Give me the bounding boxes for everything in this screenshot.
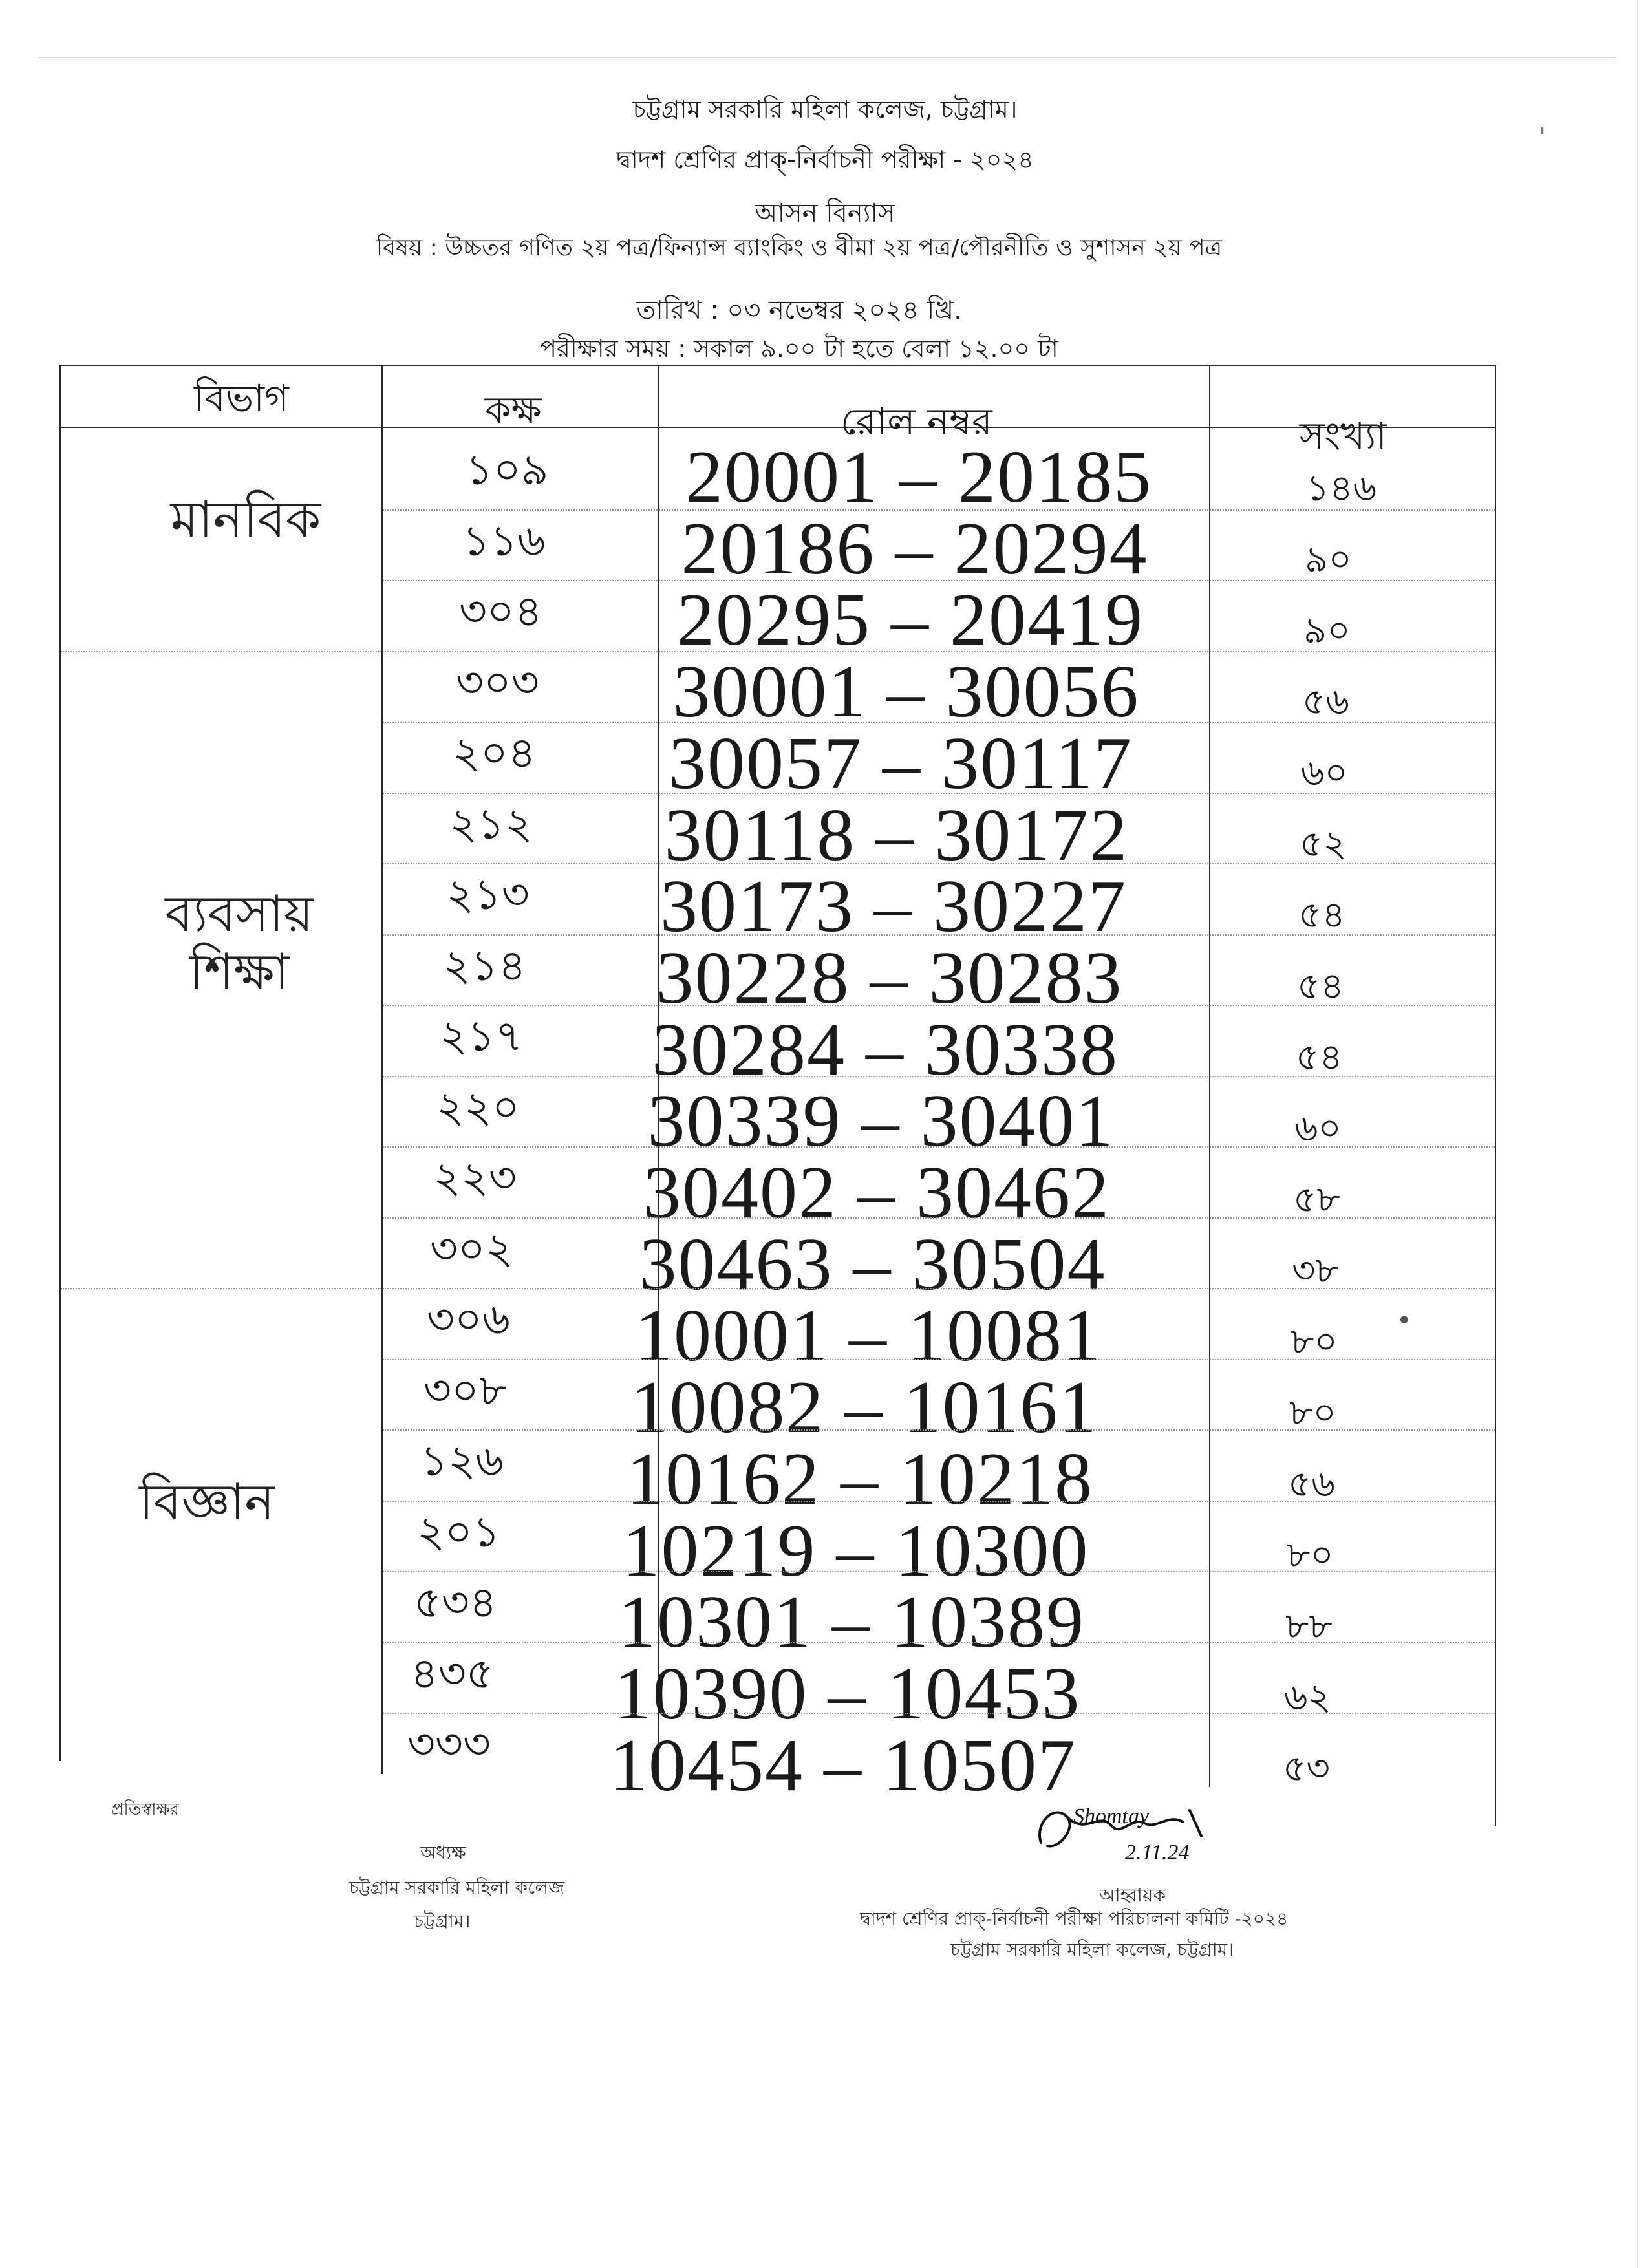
- student-count: ৯০: [1303, 609, 1351, 652]
- student-count: ৫২: [1300, 822, 1347, 865]
- row-separator: [383, 1429, 1495, 1431]
- student-count: ৫৩: [1283, 1747, 1330, 1790]
- roll-range: 30228 – 30283: [656, 936, 1123, 1020]
- room-number: ৩০৩: [456, 657, 539, 707]
- roll-range: 10454 – 10507: [610, 1724, 1077, 1807]
- roll-range: 30057 – 30117: [669, 722, 1133, 805]
- student-count: ৩৮: [1292, 1249, 1339, 1292]
- table-right-border: [1495, 365, 1496, 1826]
- student-count: ৮৮: [1285, 1605, 1333, 1647]
- row-separator: [383, 1359, 1495, 1360]
- department-science: বিজ্ঞান: [139, 1473, 275, 1532]
- student-count: ৬২: [1284, 1676, 1331, 1718]
- table-top-border: [61, 365, 1496, 366]
- principal-title: অধ্যক্ষ: [420, 1842, 466, 1863]
- signature-date: 2.11.24: [1125, 1841, 1190, 1865]
- student-count: ৫৪: [1298, 893, 1345, 936]
- row-separator: [383, 1076, 1495, 1077]
- room-number: ৩০৬: [427, 1294, 510, 1344]
- scan-speck: •: [1397, 1306, 1412, 1336]
- roll-range: 30001 – 30056: [672, 650, 1140, 734]
- student-count: ৫৮: [1293, 1178, 1340, 1221]
- college-name: চট্টগ্রাম সরকারি মহিলা কলেজ, চট্টগ্রাম।: [632, 95, 1018, 123]
- room-number: ২১৩: [446, 870, 530, 919]
- room-number: ২২০: [436, 1082, 520, 1132]
- student-count: ৮০: [1291, 1320, 1338, 1363]
- row-separator: [383, 1501, 1495, 1502]
- student-count: ৮০: [1287, 1534, 1334, 1576]
- convener-committee: দ্বাদশ শ্রেণির প্রাক্-নির্বাচনী পরীক্ষা পরিচালনা কমিটি -২০২৪: [860, 1908, 1289, 1929]
- room-number: ৩০৪: [459, 586, 542, 636]
- scan-edge: [1637, 0, 1638, 2268]
- student-count: ৫৬: [1288, 1462, 1335, 1505]
- column-divider: [381, 365, 383, 1774]
- roll-range: 30339 – 30401: [647, 1080, 1115, 1163]
- room-number: ২০৪: [453, 728, 536, 778]
- student-count: ৫৪: [1296, 1036, 1343, 1078]
- roll-range: 10390 – 10453: [614, 1652, 1081, 1735]
- convener-title: আহ্বায়ক: [1099, 1885, 1166, 1906]
- student-count: ৫৪: [1297, 965, 1344, 1007]
- subject-line: বিষয় : উচ্চতর গণিত ২য় পত্র/ফিন্যান্স ব্যাংকিং ও বীমা ২য় পত্র/পৌরনীতি ও সুশাসন ২য় পত্র: [376, 235, 1223, 261]
- roll-range: 10219 – 10300: [622, 1509, 1089, 1592]
- student-count: ৬০: [1294, 1107, 1342, 1150]
- row-separator: [383, 1146, 1495, 1148]
- room-number: ৩০৮: [423, 1365, 507, 1415]
- roll-range: 30118 – 30172: [664, 793, 1129, 877]
- signature: [1028, 1797, 1235, 1868]
- student-count: ১৪৬: [1306, 467, 1377, 509]
- principal-org: চট্টগ্রাম সরকারি মহিলা কলেজ: [349, 1877, 565, 1898]
- room-number: ২০১: [417, 1506, 500, 1557]
- document-title: আসন বিন্যাস: [755, 198, 895, 228]
- room-number: ৫৩৪: [414, 1578, 497, 1627]
- exam-title: দ্বাদশ শ্রেণির প্রাক্-নির্বাচনী পরীক্ষা - ২০২৪: [616, 145, 1034, 174]
- room-number: ১০৯: [466, 445, 549, 495]
- room-number: ১১৬: [462, 515, 546, 566]
- group-separator: [61, 651, 381, 652]
- student-count: ৬০: [1301, 751, 1348, 794]
- row-separator: [383, 1288, 1495, 1289]
- room-number: ৪৩৫: [411, 1648, 494, 1698]
- roll-range: 10301 – 10389: [618, 1581, 1085, 1664]
- group-separator: [61, 1288, 381, 1289]
- row-separator: [383, 1713, 1495, 1714]
- row-separator: [383, 1642, 1495, 1643]
- roll-range: 30173 – 30227: [660, 865, 1127, 948]
- student-count: ৫৬: [1302, 680, 1349, 723]
- room-number: ২১৪: [443, 940, 526, 990]
- room-number: ১২৬: [420, 1436, 504, 1486]
- time-line: পরীক্ষার সময় : সকাল ৯.০০ টা হতে বেলা ১২.০০ টা: [540, 334, 1058, 363]
- date-line: তারিখ : ০৩ নভেম্বর ২০২৪ খ্রি.: [636, 295, 962, 325]
- row-separator: [383, 1005, 1495, 1006]
- roll-range: 10162 – 10218: [627, 1437, 1093, 1521]
- room-number: ২১৭: [440, 1011, 523, 1061]
- column-header-count: সংখ্যা: [1300, 414, 1388, 458]
- department-humanities: মানবিক: [170, 491, 321, 549]
- signature-text: Shomtay: [1073, 1804, 1150, 1828]
- column-header-roll: রোল নম্বর: [841, 400, 992, 444]
- scan-speck: ': [1539, 123, 1546, 153]
- column-header-room: কক্ষ: [485, 388, 542, 432]
- scan-edge: [39, 57, 1616, 58]
- roll-range: 30463 – 30504: [639, 1223, 1106, 1306]
- student-count: ৮০: [1289, 1391, 1336, 1434]
- room-number: ২১২: [449, 798, 533, 849]
- roll-range: 30284 – 30338: [652, 1008, 1119, 1091]
- principal-city: চট্টগ্রাম।: [414, 1910, 471, 1932]
- countersign-label: প্রতিস্বাক্ষর: [111, 1800, 180, 1819]
- row-separator: [383, 1217, 1495, 1219]
- room-number: ৩৩৩: [407, 1719, 491, 1769]
- convener-org: চট্টগ্রাম সরকারি মহিলা কলেজ, চট্টগ্রাম।: [950, 1939, 1234, 1960]
- room-number: ৩০২: [430, 1223, 513, 1274]
- column-header-department: বিভাগ: [194, 376, 289, 420]
- table-left-border: [59, 365, 61, 1761]
- roll-range: 20186 – 20294: [681, 507, 1148, 590]
- room-number: ২২৩: [433, 1153, 517, 1203]
- student-count: ৯০: [1305, 538, 1352, 581]
- roll-range: 10082 – 10161: [630, 1366, 1098, 1450]
- row-separator: [383, 1571, 1495, 1572]
- roll-range: 20295 – 20419: [677, 579, 1144, 662]
- roll-range: 30402 – 30462: [643, 1151, 1110, 1234]
- roll-range: 20001 – 20185: [685, 436, 1152, 519]
- roll-range: 10001 – 10081: [635, 1294, 1102, 1378]
- department-business: ব্যবসায় শিক্ষা: [165, 885, 314, 1001]
